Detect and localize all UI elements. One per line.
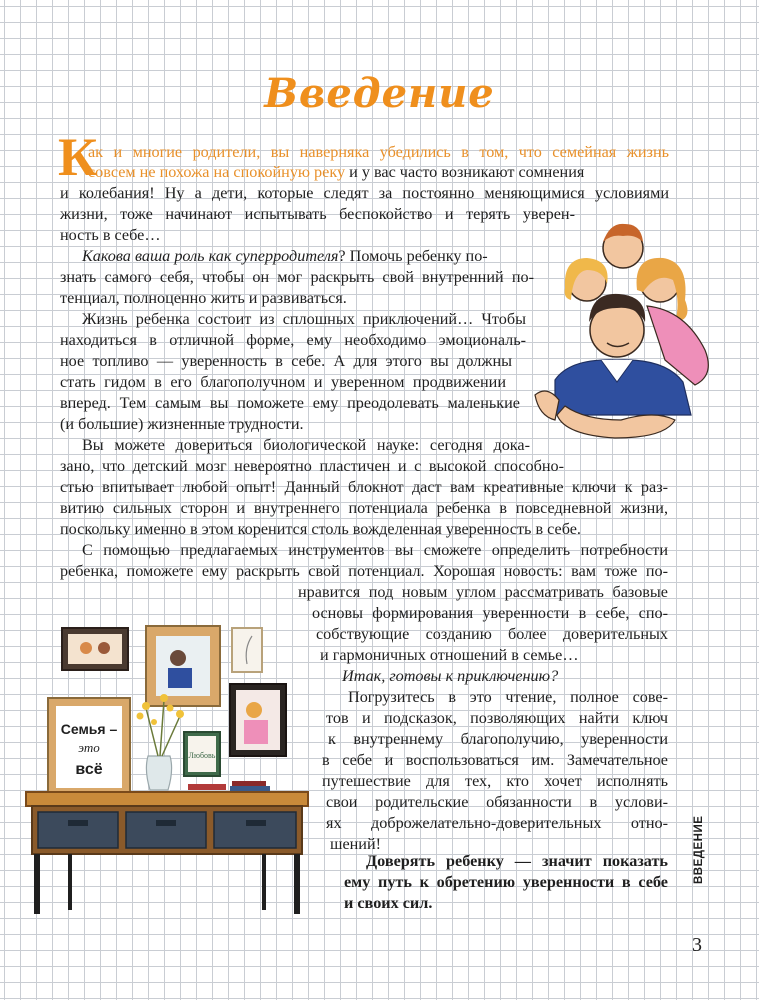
page-title: Введение <box>264 70 495 117</box>
paragraph7-line3: к внутреннему благополучию, уверенности <box>328 730 668 748</box>
paragraph4-line4: витию сильных сторон и внутреннего потенциала ребенка в повседневной жизни, <box>60 499 668 517</box>
paragraph2-line1 <box>82 246 534 266</box>
small-frame-label: Любовь <box>188 751 216 760</box>
paragraph1-line1: ак и многие родители, вы наверняка убедились в том, что семейная жизнь <box>88 143 669 161</box>
side-section-label: ВВЕДЕНИЕ <box>693 815 705 884</box>
paragraph2-italic: Какова ваша роль как суперродителя <box>82 247 339 265</box>
page-number: 3 <box>692 934 702 956</box>
drop-cap: К <box>58 127 98 187</box>
paragraph5-line2: ребенка, поможете ему раскрыть свой потенциал. Хорошая новость: вам тоже по- <box>60 562 668 580</box>
paragraph2-line1-rest: ? Помочь ребенку по- <box>338 247 488 265</box>
paragraph1-line5: ность в себе… <box>60 226 161 244</box>
conclusion-line2: ему путь к обретению уверенности в себе <box>344 873 668 891</box>
paragraph3-line4: стать гидом в его благополучном и уверенном продвижении <box>60 373 506 391</box>
paragraph1-line2 <box>88 162 668 182</box>
paragraph1-line4: жизни, тоже начинают испытывать беспокойство и терять уверен- <box>60 205 575 223</box>
paragraph3-line3: ное топливо — уверенность в себе. А для этого вы должны <box>60 352 512 370</box>
family-room-illustration <box>18 620 318 920</box>
paragraph4-line3: стью впитывает любой опыт! Данный блокнот даст вам креативные ключи к раз- <box>60 478 668 496</box>
paragraph4-line2: зано, что детский мозг невероятно пластичен и с высокой способно- <box>60 457 564 475</box>
conclusion-line3: и своих сил. <box>344 894 433 912</box>
conclusion-line1: Доверять ребенку — значит показать <box>366 852 668 870</box>
family-hug-illustration <box>525 210 725 455</box>
paragraph5-line5: собствующие созданию более доверительных <box>316 625 668 643</box>
paragraph5-line3: нравится под новым углом рассматривать базовые <box>298 583 668 601</box>
paragraph1-line3: и колебания! Ну а дети, которые следят за постоянно меняющимися условиями <box>60 184 669 202</box>
paragraph1-line2-rest: и у вас часто возникают сомнения <box>345 163 585 181</box>
paragraph1-line2-highlight: совсем не похожа на спокойную реку <box>88 163 346 181</box>
paragraph6: Итак, готовы к приключению? <box>342 667 559 685</box>
paragraph5-line4: основы формирования уверенности в себе, спо- <box>312 604 668 622</box>
sign-text-line1: Семья – <box>60 721 118 737</box>
paragraph3-line1: Жизнь ребенка состоит из сплошных приключений… Чтобы <box>82 310 526 328</box>
paragraph7-line7: ях доброжелательно-доверительных отно- <box>326 814 668 832</box>
paragraph2-line2: знать самого себя, чтобы он мог раскрыть свой внутренний по- <box>60 268 534 286</box>
paragraph2-line3: тенциал, полноценно жить и развиваться. <box>60 289 347 307</box>
paragraph3-line5: вперед. Тем самым вы поможете ему преодолевать маленькие <box>60 394 520 412</box>
paragraph7-line2: тов и подсказок, позволяющих найти ключ <box>326 709 668 727</box>
paragraph7-line1: Погрузитесь в это чтение, полное сове- <box>348 688 668 706</box>
paragraph7-line8: шений! <box>330 835 382 853</box>
paragraph5-line1: С помощью предлагаемых инструментов вы сможете определить потребности <box>82 541 668 559</box>
sign-text-line3: всё <box>75 761 103 778</box>
paragraph3-line2: находиться в отличной форме, ему необходимо эмоциональ- <box>60 331 526 349</box>
paragraph7-line5: путешествие для тех, кто хочет исполнять <box>322 772 668 790</box>
paragraph4-line1: Вы можете довериться биологической науке: сегодня дока- <box>82 436 530 454</box>
paragraph5-line6: и гармоничных отношений в семье… <box>320 646 579 664</box>
paragraph7-line6: свои родительские обязанности в услови- <box>326 793 668 811</box>
paragraph7-line4: в себе и воспользоваться им. Замечательное <box>322 751 668 769</box>
paragraph4-line5: поскольку именно в этом коренится столь вожделенная уверенность в себе. <box>60 520 581 538</box>
paragraph3-line6: (и большие) жизненные трудности. <box>60 415 304 433</box>
sign-text-line2: это <box>78 740 100 755</box>
